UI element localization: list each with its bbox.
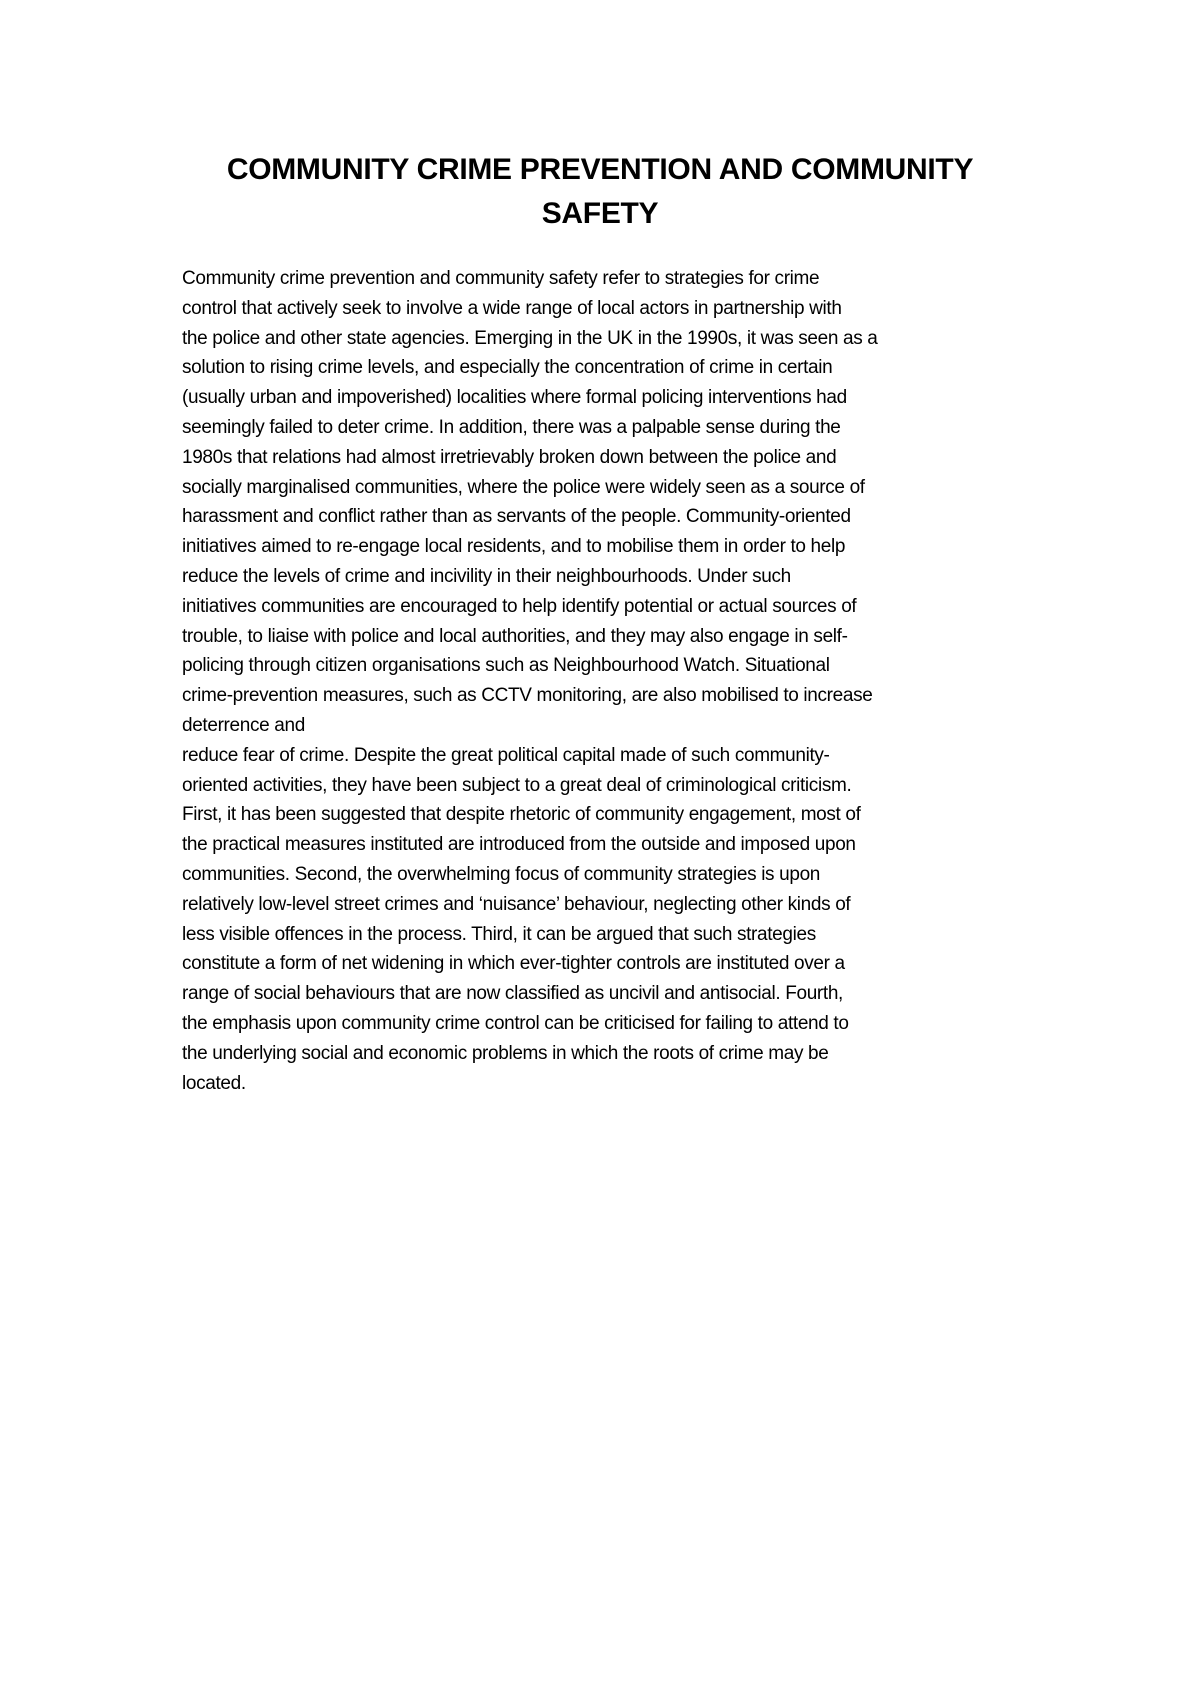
body-line: trouble, to liaise with police and local authorities, and they may also engage in self-	[182, 625, 848, 647]
body-line: harassment and conflict rather than as servants of the people. Community-oriented	[182, 506, 851, 528]
body-line: socially marginalised communities, where the police were widely seen as a source of	[182, 476, 865, 498]
body-line: crime-prevention measures, such as CCTV monitoring, are also mobilised to increase	[182, 685, 873, 707]
body-line: Community crime prevention and community safety refer to strategies for crime	[182, 268, 820, 289]
body-line: (usually urban and impoverished) localities where formal policing interventions had	[182, 387, 847, 409]
body-line: the underlying social and economic problems in which the roots of crime may be	[182, 1042, 829, 1064]
document-title	[150, 148, 1050, 236]
body-line: the emphasis upon community crime control can be criticised for failing to attend to	[182, 1012, 849, 1034]
body-line: reduce the levels of crime and incivility in their neighbourhoods. Under such	[182, 565, 791, 587]
body-line: policing through citizen organisations such as Neighbourhood Watch. Situational	[182, 655, 830, 677]
body-line: control that actively seek to involve a wide range of local actors in partnership with	[182, 297, 842, 319]
title-line: COMMUNITY CRIME PREVENTION AND COMMUNITY	[226, 153, 974, 186]
body-line: communities. Second, the overwhelming focus of community strategies is upon	[182, 863, 821, 885]
body-paragraph	[182, 264, 1062, 1098]
body-line: initiatives communities are encouraged to help identify potential or actual sources of	[182, 595, 857, 617]
body-line: range of social behaviours that are now classified as uncivil and antisocial. Fourth,	[182, 983, 843, 1005]
body-line: reduce fear of crime. Despite the great political capital made of such community-	[182, 744, 830, 766]
body-line: seemingly failed to deter crime. In addition, there was a palpable sense during the	[182, 416, 841, 438]
body-line: relatively low-level street crimes and ‘nuisance’ behaviour, neglecting other kinds of	[182, 893, 851, 915]
body-line: initiatives aimed to re-engage local residents, and to mobilise them in order to help	[182, 536, 846, 558]
body-line: the practical measures instituted are introduced from the outside and imposed upon	[182, 834, 856, 856]
title-line: SAFETY	[541, 197, 659, 230]
body-line: less visible offences in the process. Third, it can be argued that such strategies	[182, 923, 816, 945]
body-line: located.	[182, 1072, 246, 1094]
body-line: the police and other state agencies. Emerging in the UK in the 1990s, it was seen as a	[182, 327, 878, 349]
body-line: oriented activities, they have been subject to a great deal of criminological criticism.	[182, 774, 852, 796]
body-line: constitute a form of net widening in which ever-tighter controls are instituted over a	[182, 953, 845, 975]
body-line: First, it has been suggested that despite rhetoric of community engagement, most of	[182, 804, 861, 826]
body-line: deterrence and	[182, 714, 305, 736]
body-line: 1980s that relations had almost irretrievably broken down between the police and	[182, 446, 837, 468]
body-line: solution to rising crime levels, and especially the concentration of crime in certain	[182, 357, 833, 379]
